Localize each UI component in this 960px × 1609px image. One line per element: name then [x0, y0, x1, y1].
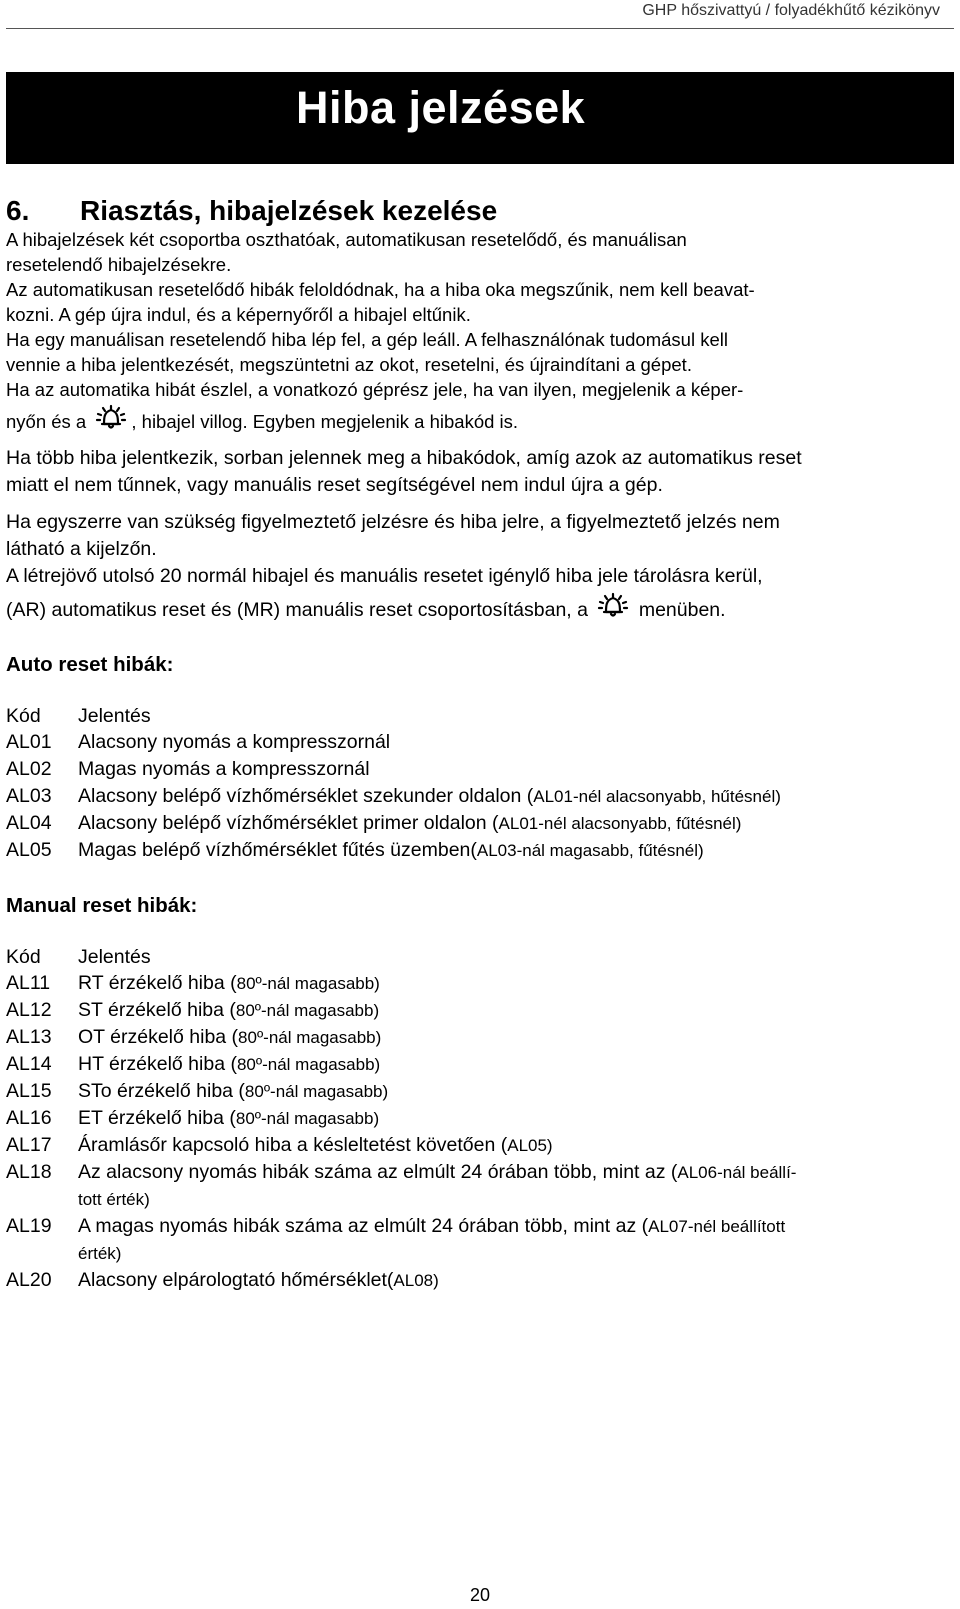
page-number: 20 — [469, 1585, 491, 1605]
desc-text: Áramlásőr kapcsoló hiba a késleltetést követően ( — [78, 1134, 508, 1156]
desc-continuation: tott érték) — [78, 1190, 150, 1209]
error-description — [78, 970, 946, 997]
table-row — [6, 837, 946, 864]
error-description — [78, 1024, 946, 1051]
desc-text: ET érzékelő hiba ( — [78, 1107, 236, 1129]
desc-text: Alacsony elpárologtató hőmérséklet( — [78, 1269, 394, 1291]
desc-text: A magas nyomás hibák száma az elmúlt 24 órában több, mint az ( — [78, 1215, 649, 1237]
desc-note: AL07-nél beállított — [648, 1217, 786, 1236]
error-code: AL05 — [6, 839, 52, 861]
error-description — [78, 1213, 946, 1267]
page-content — [6, 195, 946, 1294]
desc-text: Alacsony nyomás a kompresszornál — [78, 731, 391, 753]
alarm-bell-icon — [595, 590, 631, 620]
text-fragment: menüben. — [638, 599, 726, 621]
section-number: 6. — [6, 195, 30, 226]
column-header-desc: Jelentés — [78, 705, 151, 727]
error-code: AL02 — [6, 758, 52, 780]
desc-note: 80º-nál magasabb) — [244, 1082, 389, 1101]
desc-text: Az alacsony nyomás hibák száma az elmúlt 24 órában több, mint az ( — [78, 1161, 678, 1183]
table-row — [6, 810, 946, 837]
error-description — [78, 1105, 946, 1132]
text-line: kozni. A gép újra indul, és a képernyőről a hibajel eltűnik. — [6, 304, 471, 325]
error-code: AL14 — [6, 1053, 52, 1075]
desc-text: RT érzékelő hiba ( — [78, 972, 237, 994]
auto-reset-heading: Auto reset hibák: — [6, 653, 174, 676]
error-description — [78, 729, 946, 756]
desc-note: 80º-nál magasabb) — [235, 1001, 380, 1020]
error-description — [78, 1132, 946, 1159]
desc-continuation: érték) — [78, 1244, 122, 1263]
desc-text: Alacsony belépő vízhőmérséklet szekunder oldalon ( — [78, 785, 534, 807]
error-description — [78, 1078, 946, 1105]
header-divider — [6, 28, 954, 29]
error-code: AL17 — [6, 1134, 52, 1156]
alarm-bell-icon — [93, 402, 129, 432]
table-row — [6, 1078, 946, 1105]
error-code: AL04 — [6, 812, 52, 834]
error-description — [78, 997, 946, 1024]
text-line: Ha egy manuálisan resetelendő hiba lép fel, a gép leáll. A felhasználónak tudomásul kell — [6, 329, 728, 350]
error-code: AL13 — [6, 1026, 52, 1048]
error-code: AL16 — [6, 1107, 52, 1129]
error-description — [78, 1267, 946, 1294]
desc-note: 80º-nál magasabb) — [236, 974, 380, 993]
text-line: Az automatikusan resetelődő hibák feloldódnak, ha a hiba oka megszűnik, nem kell beavat- — [6, 279, 755, 300]
error-description — [78, 756, 946, 783]
desc-text: STo érzékelő hiba ( — [78, 1080, 245, 1102]
text-fragment: nyőn és a — [6, 411, 87, 432]
table-header-row — [6, 944, 946, 970]
desc-text: ST érzékelő hiba ( — [78, 999, 236, 1021]
desc-note: AL06-nál beállí- — [677, 1163, 797, 1182]
table-row — [6, 1267, 946, 1294]
desc-text: OT érzékelő hiba ( — [78, 1026, 239, 1048]
text-line: Ha az automatika hibát észlel, a vonatkozó géprész jele, ha van ilyen, megjelenik a képer- — [6, 379, 744, 400]
desc-note: 80º-nál magasabb) — [236, 1055, 381, 1074]
table-row — [6, 783, 946, 810]
error-code: AL01 — [6, 731, 52, 753]
error-code: AL03 — [6, 785, 52, 807]
paragraph-multiple-errors — [6, 445, 946, 499]
manual-reset-heading: Manual reset hibák: — [6, 894, 198, 917]
text-line: A hibajelzések két csoportba oszthatóak, automatikusan resetelődő, és manuálisan — [6, 229, 687, 250]
column-header-desc: Jelentés — [78, 946, 151, 968]
column-header-code: Kód — [6, 946, 41, 968]
desc-note: AL08) — [393, 1271, 439, 1290]
text-line: miatt el nem tűnnek, vagy manuális reset segítségével nem indul újra a gép. — [6, 474, 663, 496]
error-description — [78, 1051, 946, 1078]
table-row — [6, 1024, 946, 1051]
text-line: Ha egyszerre van szükség figyelmeztető jelzésre és hiba jelre, a figyelmeztető jelzés nem — [6, 511, 780, 533]
table-row — [6, 997, 946, 1024]
desc-note: AL05) — [507, 1136, 553, 1155]
error-code: AL19 — [6, 1215, 52, 1237]
table-header-row — [6, 703, 946, 729]
error-code: AL15 — [6, 1080, 52, 1102]
table-row — [6, 1105, 946, 1132]
manual-reset-table — [6, 944, 946, 1294]
desc-note: AL03-nál magasabb, fűtésnél) — [476, 841, 704, 860]
text-line: A létrejövő utolsó 20 normál hibajel és manuális resetet igénylő hiba jele tárolásra kerül, — [6, 565, 763, 587]
error-code: AL18 — [6, 1161, 52, 1183]
text-line: vennie a hiba jelentkezését, megszüntetni az okot, resetelni, és újraindítani a gépet. — [6, 354, 692, 375]
text-line: resetelendő hibajelzésekre. — [6, 254, 232, 275]
section-title: Riasztás, hibajelzések kezelése — [80, 195, 498, 226]
table-row — [6, 1132, 946, 1159]
error-description — [78, 810, 946, 837]
chapter-banner-title: Hiba jelzések — [296, 82, 586, 133]
table-row — [6, 970, 946, 997]
desc-note: 80º-nál magasabb) — [238, 1028, 382, 1047]
desc-text: Alacsony belépő vízhőmérséklet primer oldalon ( — [78, 812, 499, 834]
table-row — [6, 1213, 946, 1267]
table-row — [6, 1159, 946, 1213]
desc-text: Magas nyomás a kompresszornál — [78, 758, 370, 780]
error-description — [78, 1159, 946, 1213]
auto-reset-table — [6, 703, 946, 864]
error-description — [78, 783, 946, 810]
chapter-banner — [6, 72, 954, 164]
table-row — [6, 1051, 946, 1078]
table-row — [6, 729, 946, 756]
error-code: AL20 — [6, 1269, 52, 1291]
paragraph-warning-storage — [6, 509, 946, 629]
paragraph-intro — [6, 227, 946, 441]
error-code: AL11 — [6, 972, 51, 994]
desc-text: HT érzékelő hiba ( — [78, 1053, 237, 1075]
text-fragment: (AR) automatikus reset és (MR) manuális reset csoportosításban, a — [6, 599, 588, 621]
desc-note: AL01-nél alacsonyabb, hűtésnél) — [533, 787, 781, 806]
text-line-with-icon — [6, 402, 946, 441]
text-line: látható a kijelzőn. — [6, 538, 157, 560]
text-line-with-icon — [6, 590, 946, 629]
running-header: GHP hőszivattyú / folyadékhűtő kézikönyv — [642, 2, 940, 19]
text-line: Ha több hiba jelentkezik, sorban jelennek meg a hibakódok, amíg azok az automatikus reset — [6, 447, 802, 469]
error-description — [78, 837, 946, 864]
error-code: AL12 — [6, 999, 52, 1021]
section-heading — [6, 195, 946, 227]
desc-note: AL01-nél alacsonyabb, fűtésnél) — [498, 814, 742, 833]
desc-note: 80º-nál magasabb) — [235, 1109, 380, 1128]
desc-text: Magas belépő vízhőmérséklet fűtés üzemben( — [78, 839, 477, 861]
text-fragment: , hibajel villog. Egyben megjelenik a hibakód is. — [131, 411, 519, 432]
column-header-code: Kód — [6, 705, 41, 727]
table-row — [6, 756, 946, 783]
